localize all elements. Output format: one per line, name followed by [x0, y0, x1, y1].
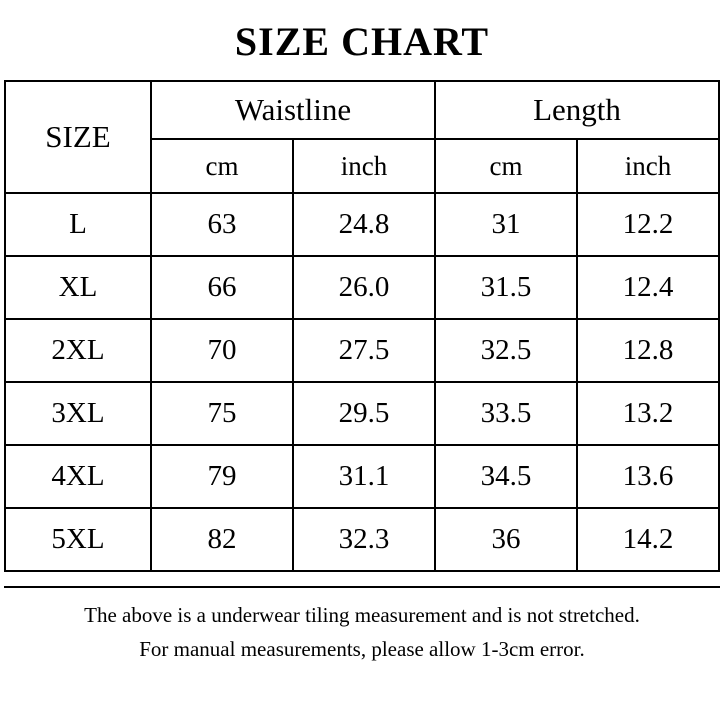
cell-waist-cm: 66: [151, 256, 293, 319]
cell-length-cm: 32.5: [435, 319, 577, 382]
cell-waist-inch: 29.5: [293, 382, 435, 445]
cell-size: 2XL: [5, 319, 151, 382]
cell-length-cm: 31: [435, 193, 577, 256]
cell-waist-cm: 70: [151, 319, 293, 382]
cell-size: 4XL: [5, 445, 151, 508]
header-length-cm: cm: [435, 139, 577, 193]
page-title: SIZE CHART: [234, 19, 490, 64]
cell-length-inch: 14.2: [577, 508, 719, 571]
note-line-1: The above is a underwear tiling measurement and is not stretched.: [84, 603, 640, 627]
cell-waist-inch: 24.8: [293, 193, 435, 256]
table-header: [5, 81, 719, 193]
cell-waist-cm: 63: [151, 193, 293, 256]
header-waistline-inch: inch: [293, 139, 435, 193]
cell-length-inch: 13.2: [577, 382, 719, 445]
cell-length-cm: 34.5: [435, 445, 577, 508]
cell-waist-cm: 82: [151, 508, 293, 571]
cell-length-inch: 13.6: [577, 445, 719, 508]
cell-waist-cm: 79: [151, 445, 293, 508]
header-size: SIZE: [5, 81, 151, 193]
cell-size: L: [5, 193, 151, 256]
header-group-length: Length: [435, 81, 719, 139]
table-row: [5, 193, 719, 256]
cell-size: 5XL: [5, 508, 151, 571]
header-waistline-cm: cm: [151, 139, 293, 193]
table-row: [5, 319, 719, 382]
cell-waist-inch: 32.3: [293, 508, 435, 571]
header-row-groups: [5, 81, 719, 139]
note-line-2: For manual measurements, please allow 1-3cm error.: [139, 637, 585, 662]
size-chart-table: [4, 80, 720, 572]
cell-waist-inch: 31.1: [293, 445, 435, 508]
table-row: [5, 256, 719, 319]
table-row: [5, 382, 719, 445]
table-body: [5, 193, 719, 571]
cell-size: XL: [5, 256, 151, 319]
notes-section: [4, 586, 720, 665]
cell-length-cm: 31.5: [435, 256, 577, 319]
cell-length-cm: 36: [435, 508, 577, 571]
header-group-waistline: Waistline: [151, 81, 435, 139]
cell-waist-cm: 75: [151, 382, 293, 445]
table-row: [5, 445, 719, 508]
header-length-inch: inch: [577, 139, 719, 193]
cell-size: 3XL: [5, 382, 151, 445]
table-row: [5, 508, 719, 571]
cell-waist-inch: 27.5: [293, 319, 435, 382]
cell-waist-inch: 26.0: [293, 256, 435, 319]
cell-length-inch: 12.4: [577, 256, 719, 319]
cell-length-inch: 12.8: [577, 319, 719, 382]
cell-length-cm: 33.5: [435, 382, 577, 445]
cell-length-inch: 12.2: [577, 193, 719, 256]
